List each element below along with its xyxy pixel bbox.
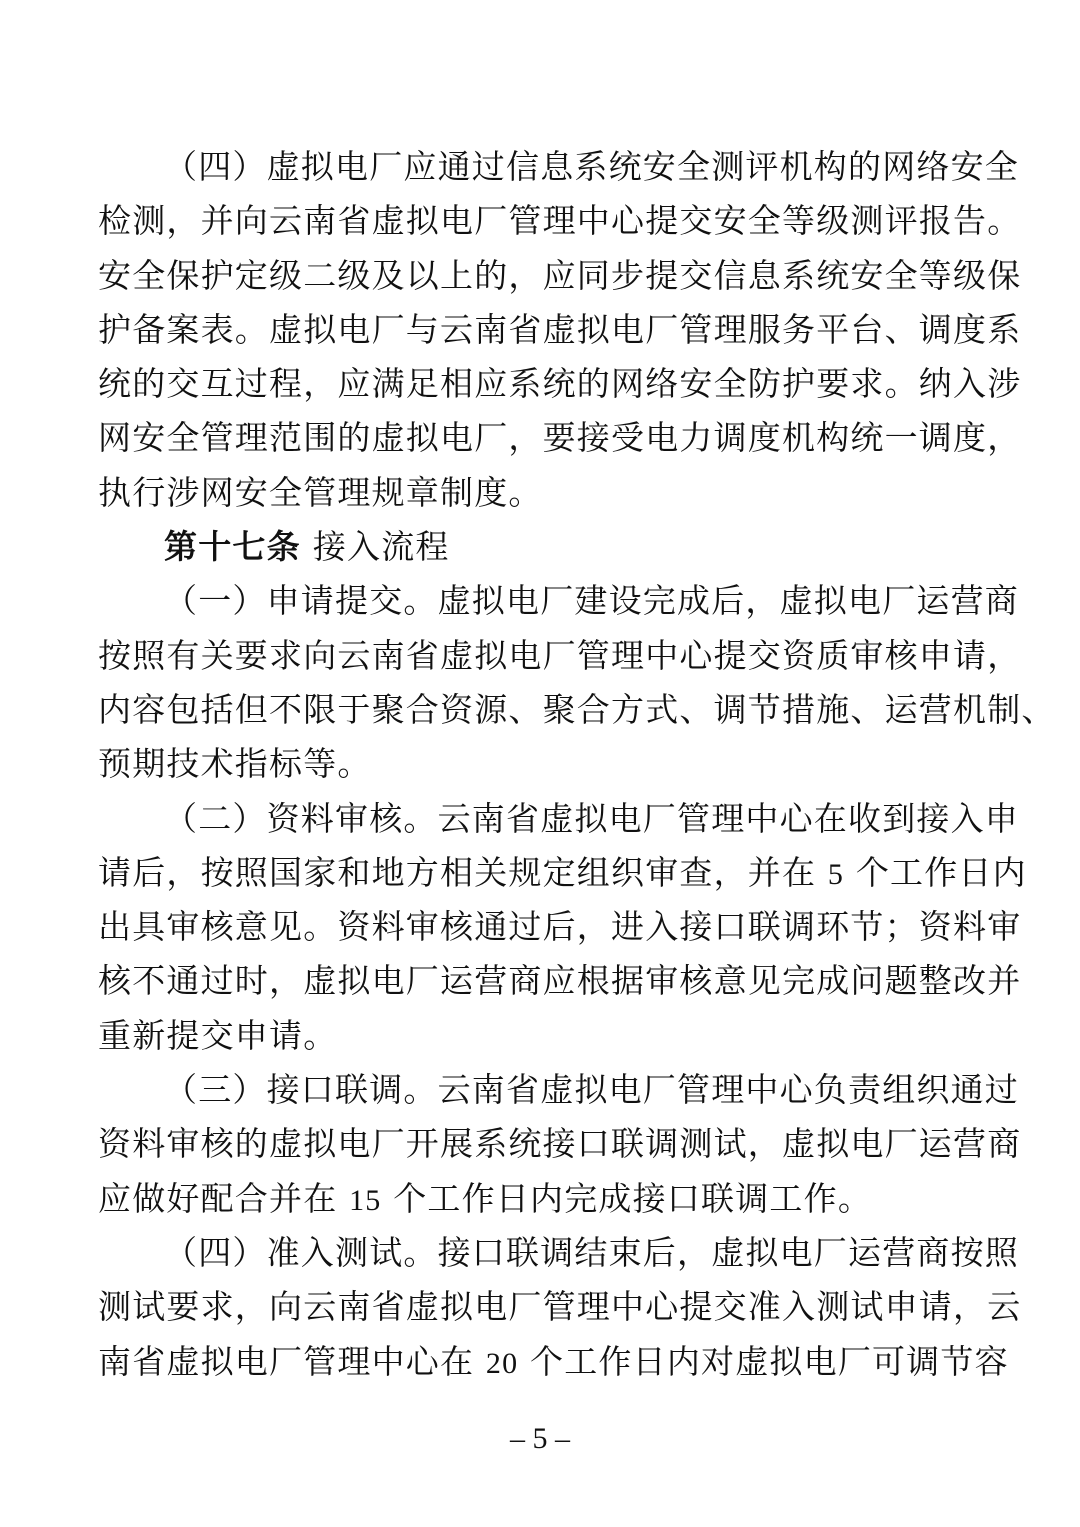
section4-line <box>98 1335 1009 1389</box>
article-number: 第十七条 <box>164 527 301 567</box>
section3-line: 资料审核的虚拟电厂开展系统接口联调测试，虚拟电厂运营商 <box>98 1124 1022 1164</box>
section3-line <box>98 1172 984 1226</box>
number-span: 5 <box>827 857 845 891</box>
number-span: 15 <box>349 1183 382 1217</box>
text-span: 个工作日内对虚拟电厂可调节容 <box>530 1341 1009 1381</box>
paragraph-line: 检测，并向云南省虚拟电厂管理中心提交安全等级测评报告。 <box>98 201 1022 241</box>
text-span: 请后，按照国家和地方相关规定组织审查，并在 <box>98 852 817 892</box>
section2-line <box>98 846 1027 900</box>
paragraph-line: 护备案表。虚拟电厂与云南省虚拟电厂管理服务平台、调度系 <box>98 309 1022 349</box>
section1-line: 内容包括但不限于聚合资源、聚合方式、调节措施、运营机制、 <box>98 689 1056 729</box>
section2-line: （二）资料审核。云南省虚拟电厂管理中心在收到接入申 <box>164 798 1019 838</box>
section1-line: 按照有关要求向云南省虚拟电厂管理中心提交资质审核申请， <box>98 635 1022 675</box>
article-title: 接入流程 <box>312 527 450 567</box>
text-span: 南省虚拟电厂管理中心在 <box>98 1341 475 1381</box>
paragraph-line: 执行涉网安全管理规章制度。 <box>98 472 543 512</box>
paragraph-line: 统的交互过程，应满足相应系统的网络安全防护要求。纳入涉 <box>98 364 1022 404</box>
page-number: – 5 – <box>510 1422 570 1455</box>
number-span: 20 <box>485 1346 519 1380</box>
section3-line: （三）接口联调。云南省虚拟电厂管理中心负责组织通过 <box>164 1070 1019 1110</box>
section1-line: （一）申请提交。虚拟电厂建设完成后，虚拟电厂运营商 <box>164 581 1019 621</box>
section1-line: 预期技术指标等。 <box>98 744 372 784</box>
text-span: 应做好配合并在 <box>98 1178 338 1218</box>
text-span: 个工作日内 <box>855 852 1027 892</box>
article-heading <box>98 520 984 574</box>
document-page <box>98 140 1056 1389</box>
section2-line: 出具审核意见。资料审核通过后，进入接口联调环节；资料审 <box>98 907 1022 947</box>
paragraph-line: 安全保护定级二级及以上的，应同步提交信息系统安全等级保 <box>98 255 1022 295</box>
section2-line: 重新提交申请。 <box>98 1015 338 1055</box>
paragraph-line: 网安全管理范围的虚拟电厂，要接受电力调度机构统一调度， <box>98 418 1022 458</box>
section4-line: 测试要求，向云南省虚拟电厂管理中心提交准入测试申请，云 <box>98 1287 1022 1327</box>
section2-line: 核不通过时，虚拟电厂运营商应根据审核意见完成问题整改并 <box>98 961 1022 1001</box>
text-span: 个工作日内完成接口联调工作。 <box>393 1178 873 1218</box>
section4-line: （四）准入测试。接口联调结束后，虚拟电厂运营商按照 <box>164 1232 1019 1272</box>
paragraph-line: （四）虚拟电厂应通过信息系统安全测评机构的网络安全 <box>164 147 1019 186</box>
